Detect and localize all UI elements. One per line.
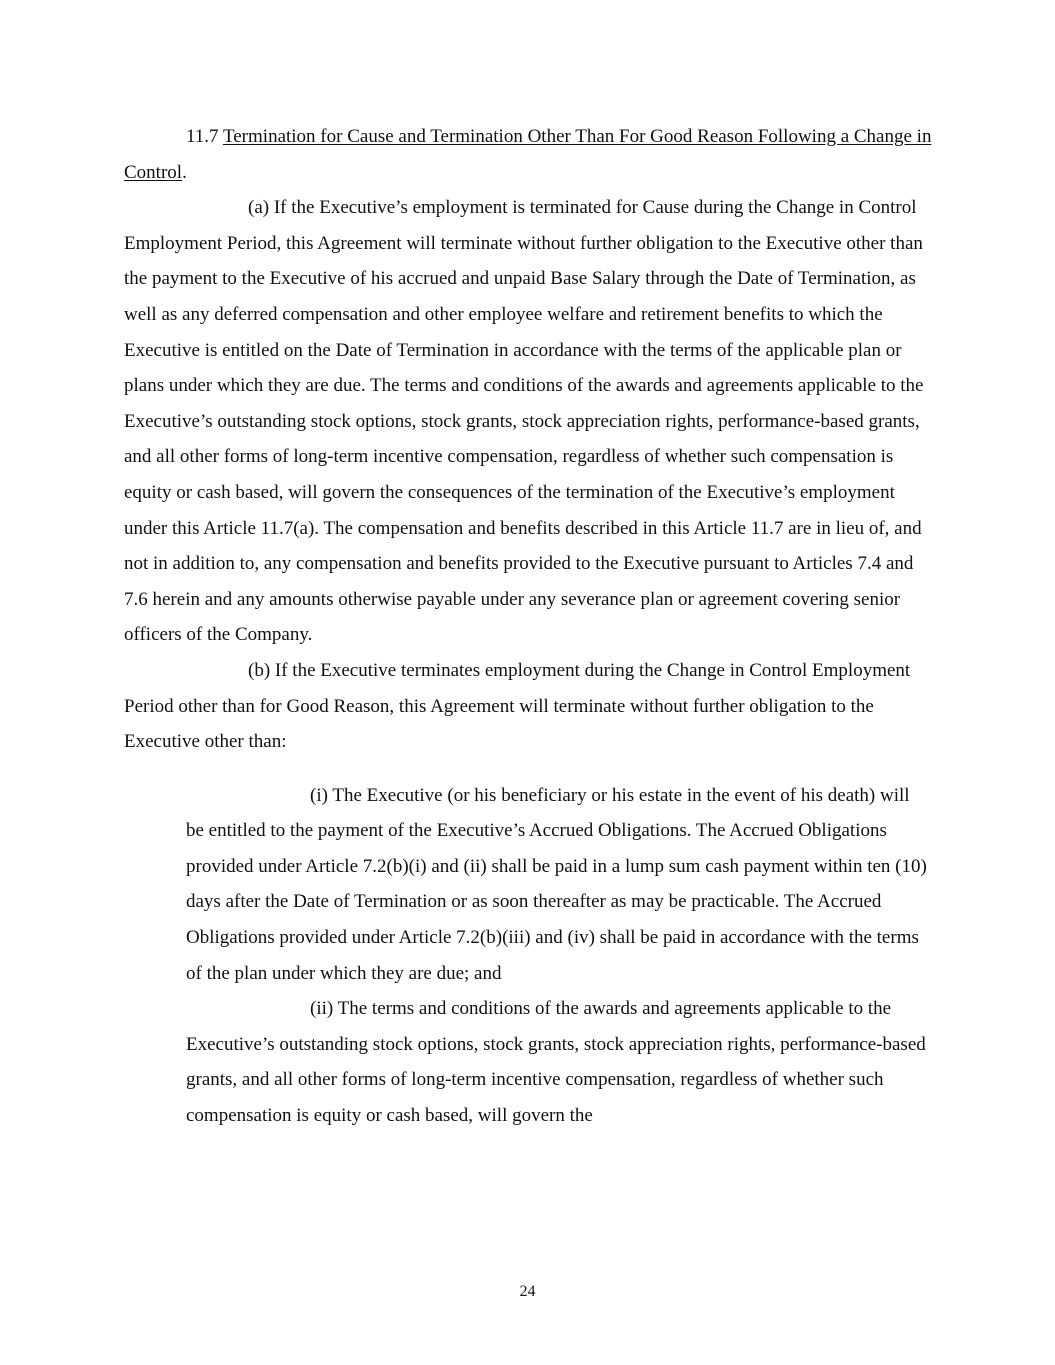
paragraph-a-label: (a) — [248, 197, 270, 219]
subparagraph-ii — [186, 991, 931, 1133]
subparagraph-i — [186, 778, 931, 992]
paragraph-b — [124, 653, 936, 760]
paragraph-b-label: (b) — [248, 659, 271, 681]
paragraph-a — [124, 190, 936, 653]
subparagraph-i-label: (i) — [310, 784, 328, 806]
indented-subparagraphs — [186, 778, 931, 1134]
paragraph-a-text: If the Executive’s employment is terminated for Cause during the Change in Control Employment Period, this Agreement will terminate without further obligation to the Executive other than the payment to the Executive of his accrued and unpaid Base Salary through the Date of Termination, as well as any deferred compensation and other employee welfare and retirement benefits to which the Executive is entitled on the Date of Termination in accordance with the terms of the applicable plan or plans under which they are due. The terms and conditions of the awards and agreements applicable to the Executive’s outstanding stock options, stock grants, stock appreciation rights, performance-based grants, and all other forms of long-term incentive compensation, regardless of whether such compensation is equity or cash based, will govern the consequences of the termination of the Executive’s employment under this Article 11.7(a). The compensation and benefits described in this Article 11.7 are in lieu of, and not in addition to, any compensation and benefits provided to the Executive pursuant to Articles 7.4 and 7.6 herein and any amounts otherwise payable under any severance plan or agreement covering senior officers of the Company. — [124, 197, 924, 646]
subparagraph-ii-text: The terms and conditions of the awards and agreements applicable to the Executive’s outstanding stock options, stock grants, stock appreciation rights, performance-based grants, and all other forms of long-term incentive compensation, regardless of whether such compensation is equity or cash based, will govern the — [186, 998, 926, 1127]
subparagraph-i-text: The Executive (or his beneficiary or his estate in the event of his death) will be entitled to the payment of the Executive’s Accrued Obligations. The Accrued Obligations provided under Article 7.2(b)(i) and (ii) shall be paid in a lump sum cash payment within ten (10) days after the Date of Termination or as soon thereafter as may be practicable. The Accrued Obligations provided under Article 7.2(b)(iii) and (iv) shall be paid in accordance with the terms of the plan under which they are due; and — [186, 784, 927, 984]
paragraph-b-text: If the Executive terminates employment during the Change in Control Employment Period other than for Good Reason, this Agreement will terminate without further obligation to the Executive other than: — [124, 659, 911, 753]
section-title-end: . — [182, 161, 187, 183]
section-heading — [124, 119, 936, 190]
subparagraph-ii-label: (ii) — [310, 998, 334, 1020]
document-body — [124, 119, 936, 1134]
section-title: Termination for Cause and Termination Other Than For Good Reason Following a Change in Control — [124, 126, 932, 183]
page-number: 24 — [519, 1283, 536, 1300]
section-number: 11.7 — [186, 126, 219, 147]
